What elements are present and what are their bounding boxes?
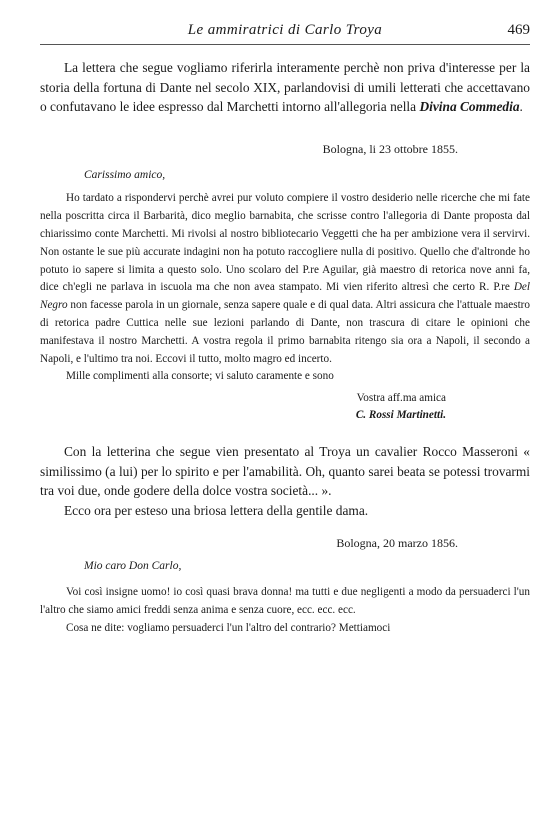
header-rule <box>40 44 530 45</box>
letter2-salutation: Mio caro Don Carlo, <box>84 560 182 573</box>
letter1-body <box>40 190 530 368</box>
letter2-body-1: Voi così insigne uomo! io così quasi brava donna! ma tutti e due negligenti a modo da persuaderci l'un l'altro che siamo amici freddi senza anima e senza cuore, ecc. ecc. ecc. <box>40 586 530 616</box>
letter2-date: Bologna, 20 marzo 1856. <box>336 535 458 550</box>
letter1-signature-name: C. Rossi Martinetti. <box>355 409 446 422</box>
intro-work-title: Divina Commedia <box>419 99 520 115</box>
letter1-body-b: non facesse parola in un giornale, senza sapere quale e di qual data. Altri assicura che l'attuale maestro di retorica padre Cuttica nelle sue lezioni parlando di Dante, non trascura di citare le opinioni che manifestava il nostro Marchetti. A vostra regola il primo barnabita ritengo sia ora a Napoli, il secondo a Napoli, e l'ultimo tra noi. Eccovi il tutto, molto magro ed incerto. <box>40 299 530 365</box>
letter1-salutation: Carissimo amico, <box>84 168 166 181</box>
letter1-body-a: Ho tardato a rispondervi perchè avrei pur voluto compiere il vostro desiderio nelle ricerche che mi fate nella poscritta circa il Barbarità, dico meglio barnabita, che scrisse contro l'allegoria di Dante proposta dal chiarissimo conte Marchetti. Mi rivolsi al nostro bibliotecario Veggetti che ha per ambizione vera il servirvi. Non ostante le sue più accurate indagini non ha potuto raccogliere nulla di positivo. Quello che d'altronde ho potuto io sapere si limita a questo solo. Uno scolaro del P.re Aguilar, già maestro di retorica nove anni fa, dice ch'egli ne parlava in iscuola ma che non avea stampato. Mi vien riferito altresì che certo R. P.re <box>40 192 530 294</box>
page-body <box>40 58 530 638</box>
letter1-closing: Mille complimenti alla consorte; vi saluto caramente e sono <box>66 370 334 383</box>
middle-paragraph-2: Ecco ora per esteso una briosa lettera della gentile dama. <box>64 502 369 518</box>
letter1-date: Bologna, li 23 ottobre 1855. <box>322 141 458 156</box>
intro-paragraph <box>40 58 530 117</box>
middle-paragraph-1: Con la letterina che segue vien presentato al Troya un cavalier Rocco Masseroni « similissimo (a lui) per lo spirito e per l'amabilità. Oh, quanto sarei beata se potessi trovarmi tra voi due, onde godere della dolce vostra società... ». <box>40 444 530 499</box>
letter1-signature-line: Vostra aff.ma amica <box>356 392 446 405</box>
intro-text: La lettera che segue vogliamo riferirla interamente perchè non priva d'interesse per la storia della fortuna di Dante nel secolo XIX, parlandovisi di umili letterati che accettavano o confutavano le idee espresso dal Marchetti intorno all'allegoria nella <box>40 60 530 115</box>
running-title: Le ammiratrici di Carlo Troya <box>187 22 383 38</box>
letter2-body-2: Cosa ne dite: vogliamo persuaderci l'un l'altro del contrario? Mettiamoci <box>66 621 391 634</box>
letter1-person-name: Del Negro <box>40 281 530 312</box>
page-number: 469 <box>507 22 530 38</box>
intro-end: . <box>519 99 523 115</box>
page-header <box>40 22 530 42</box>
